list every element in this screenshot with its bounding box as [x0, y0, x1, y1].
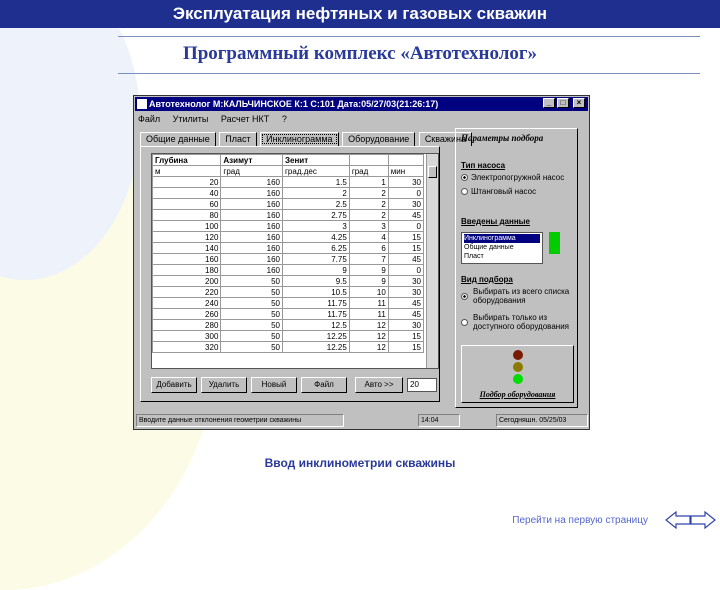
table-cell[interactable]: 300	[153, 331, 221, 342]
table-row[interactable]	[153, 287, 424, 298]
radio-label: Выбирать только из доступного оборудования	[473, 313, 570, 331]
table-cell[interactable]: 160	[221, 254, 283, 265]
table-cell[interactable]: 40	[153, 188, 221, 199]
menu-file[interactable]: Файл	[138, 114, 161, 124]
tab-general[interactable]: Общие данные	[140, 132, 216, 146]
radio-available-equipment[interactable]	[461, 313, 577, 331]
unit-cell: мин	[388, 166, 423, 177]
table-row[interactable]	[153, 254, 424, 265]
slide-header: Эксплуатация нефтяных и газовых скважин	[0, 0, 720, 28]
close-icon[interactable]: ×	[573, 98, 585, 108]
table-cell[interactable]: 30	[388, 177, 423, 188]
select-button-label: Подбор оборудования	[479, 390, 556, 399]
table-row[interactable]	[153, 309, 424, 320]
table-cell[interactable]: 50	[221, 276, 283, 287]
table-cell[interactable]: 20	[153, 177, 221, 188]
header-cell: Азимут	[221, 155, 283, 166]
delete-button[interactable]: Удалить	[201, 377, 247, 393]
window-title-text: Автотехнолог М:КАЛЬЧИНСКОЕ К:1 С:101 Дата:05/27/03(21:26:17)	[149, 99, 439, 109]
table-cell[interactable]: 15	[388, 342, 423, 353]
params-title: Параметры подбора	[461, 133, 544, 143]
table-cell[interactable]: 120	[153, 232, 221, 243]
header-cell: Глубина	[153, 155, 221, 166]
table-cell[interactable]: 45	[388, 298, 423, 309]
table-cell[interactable]: 45	[388, 254, 423, 265]
table-cell[interactable]: 6.25	[283, 243, 350, 254]
add-button[interactable]: Добавить	[151, 377, 197, 393]
table-cell[interactable]: 50	[221, 331, 283, 342]
status-date: Сегодняшн. 05/25/03	[496, 414, 588, 427]
table-cell[interactable]: 320	[153, 342, 221, 353]
tab-bar	[140, 132, 473, 146]
app-icon	[137, 99, 147, 109]
data-entered-list[interactable]	[461, 232, 543, 264]
radio-on-icon	[461, 174, 468, 181]
table-cell[interactable]: 10	[349, 287, 388, 298]
data-entered-label: Введены данные	[461, 217, 530, 226]
table-cell[interactable]: 180	[153, 265, 221, 276]
inclinometry-table	[152, 154, 424, 353]
slide-title: Программный комплекс «Автотехнолог»	[182, 43, 538, 64]
traffic-light-yellow-icon	[513, 362, 523, 372]
table-cell[interactable]: 30	[388, 276, 423, 287]
header-cell: Зенит	[283, 155, 350, 166]
table-cell[interactable]: 2.5	[283, 199, 350, 210]
menu-calc-nkt[interactable]: Расчет НКТ	[220, 114, 270, 124]
selection-type-label: Вид подбора	[461, 275, 513, 284]
table-cell[interactable]: 50	[221, 309, 283, 320]
table-cell[interactable]: 9	[349, 265, 388, 276]
table-cell[interactable]: 1.5	[283, 177, 350, 188]
table-cell[interactable]: 9	[349, 276, 388, 287]
table-cell[interactable]: 2	[283, 188, 350, 199]
table-units-row	[153, 166, 424, 177]
radio-off-icon	[461, 188, 468, 195]
table-cell[interactable]: 240	[153, 298, 221, 309]
app-window	[133, 95, 590, 430]
window-title	[135, 97, 588, 111]
radio-esp[interactable]	[461, 173, 564, 182]
table-cell[interactable]: 12.25	[283, 342, 350, 353]
table-cell[interactable]: 6	[349, 243, 388, 254]
tab-equipment[interactable]: Оборудование	[342, 132, 415, 146]
radio-label: Электропогружной насос	[471, 173, 565, 182]
params-panel	[455, 128, 578, 408]
table-cell[interactable]: 80	[153, 210, 221, 221]
table-cell[interactable]: 3	[283, 221, 350, 232]
table-cell[interactable]: 12.5	[283, 320, 350, 331]
divider	[118, 73, 700, 74]
traffic-light-green-icon	[513, 374, 523, 384]
new-button[interactable]: Новый	[251, 377, 297, 393]
unit-cell: м	[153, 166, 221, 177]
grid-scrollbar[interactable]	[426, 154, 438, 368]
scroll-thumb[interactable]	[428, 166, 437, 178]
table-cell[interactable]: 30	[388, 199, 423, 210]
table-cell[interactable]: 0	[388, 265, 423, 276]
table-row[interactable]	[153, 199, 424, 210]
table-row[interactable]	[153, 298, 424, 309]
radio-off-icon	[461, 319, 468, 326]
table-cell[interactable]: 160	[221, 210, 283, 221]
table-cell[interactable]: 100	[153, 221, 221, 232]
radio-all-equipment[interactable]	[461, 287, 577, 305]
table-cell[interactable]: 0	[388, 221, 423, 232]
table-row[interactable]	[153, 232, 424, 243]
table-cell[interactable]: 15	[388, 232, 423, 243]
menu-utils[interactable]: Утилиты	[172, 114, 209, 124]
status-indicator	[549, 232, 560, 254]
table-cell[interactable]: 160	[221, 188, 283, 199]
table-cell[interactable]: 12	[349, 320, 388, 331]
traffic-light-red-icon	[513, 350, 523, 360]
table-cell[interactable]: 12	[349, 342, 388, 353]
table-row[interactable]	[153, 265, 424, 276]
table-cell[interactable]: 220	[153, 287, 221, 298]
table-cell[interactable]: 200	[153, 276, 221, 287]
table-cell[interactable]: 2	[349, 188, 388, 199]
table-cell[interactable]: 60	[153, 199, 221, 210]
table-cell[interactable]: 4	[349, 232, 388, 243]
table-cell[interactable]: 2.75	[283, 210, 350, 221]
inclinometry-grid[interactable]	[151, 153, 439, 369]
first-page-link[interactable]: Перейти на первую страницу	[512, 515, 648, 526]
slide-caption: Ввод инклинометрии скважины	[264, 456, 456, 470]
table-row[interactable]	[153, 331, 424, 342]
table-cell[interactable]: 50	[221, 287, 283, 298]
tab-layer[interactable]: Пласт	[219, 132, 256, 146]
unit-cell: град	[221, 166, 283, 177]
table-row[interactable]	[153, 210, 424, 221]
table-cell[interactable]: 50	[221, 342, 283, 353]
unit-cell: град	[349, 166, 388, 177]
table-cell[interactable]: 10.5	[283, 287, 350, 298]
table-cell[interactable]: 50	[221, 320, 283, 331]
unit-cell: град.дес	[283, 166, 350, 177]
table-cell[interactable]: 11	[349, 309, 388, 320]
table-cell[interactable]: 7.75	[283, 254, 350, 265]
prev-arrow-icon[interactable]	[665, 511, 691, 529]
status-time: 14:04	[418, 414, 460, 427]
table-cell[interactable]: 4.25	[283, 232, 350, 243]
inclinogram-panel	[140, 146, 440, 402]
pump-type-label: Тип насоса	[461, 161, 506, 170]
table-row[interactable]	[153, 276, 424, 287]
tab-well[interactable]: Скважина	[419, 132, 472, 146]
list-item[interactable]: Инклинограмма	[464, 234, 540, 243]
table-row[interactable]	[153, 320, 424, 331]
auto-button[interactable]: Авто >>	[355, 377, 403, 393]
auto-step-input[interactable]: 20	[407, 378, 437, 392]
table-cell[interactable]: 160	[153, 254, 221, 265]
menu-bar	[138, 113, 297, 125]
table-cell[interactable]: 12.25	[283, 331, 350, 342]
table-cell[interactable]: 2	[349, 199, 388, 210]
radio-label: Штанговый насос	[471, 187, 537, 196]
table-cell[interactable]: 1	[349, 177, 388, 188]
radio-on-icon	[461, 293, 468, 300]
table-cell[interactable]: 50	[221, 298, 283, 309]
table-cell[interactable]: 280	[153, 320, 221, 331]
radio-rod-pump[interactable]	[461, 187, 536, 196]
table-cell[interactable]: 12	[349, 331, 388, 342]
table-cell[interactable]: 11	[349, 298, 388, 309]
table-cell[interactable]: 9.5	[283, 276, 350, 287]
table-cell[interactable]: 15	[388, 331, 423, 342]
table-row[interactable]	[153, 221, 424, 232]
table-cell[interactable]: 0	[388, 188, 423, 199]
table-header-row	[153, 155, 424, 166]
list-item[interactable]: Общие данные	[464, 244, 514, 251]
minimize-icon[interactable]: _	[543, 98, 555, 108]
table-cell[interactable]: 45	[388, 210, 423, 221]
table-cell[interactable]: 160	[221, 232, 283, 243]
table-cell[interactable]: 30	[388, 287, 423, 298]
radio-label: Выбирать из всего списка оборудования	[473, 287, 570, 305]
table-cell[interactable]: 15	[388, 243, 423, 254]
table-cell[interactable]: 160	[221, 177, 283, 188]
table-cell[interactable]: 160	[221, 243, 283, 254]
table-row[interactable]	[153, 177, 424, 188]
divider	[118, 36, 700, 37]
table-cell[interactable]: 11.75	[283, 309, 350, 320]
table-cell[interactable]: 3	[349, 221, 388, 232]
next-arrow-icon[interactable]	[690, 511, 716, 529]
table-cell[interactable]: 160	[221, 221, 283, 232]
table-cell[interactable]: 11.75	[283, 298, 350, 309]
table-cell[interactable]: 140	[153, 243, 221, 254]
header-cell	[349, 155, 388, 166]
maximize-icon[interactable]: □	[557, 98, 569, 108]
table-cell[interactable]: 30	[388, 320, 423, 331]
select-equipment-button[interactable]	[461, 345, 574, 403]
file-button[interactable]: Файл	[301, 377, 347, 393]
tab-inclinogram[interactable]: Инклинограмма	[260, 132, 338, 146]
list-item[interactable]: Пласт	[464, 253, 484, 260]
table-cell[interactable]: 9	[283, 265, 350, 276]
menu-help[interactable]: ?	[281, 114, 287, 124]
table-cell[interactable]: 45	[388, 309, 423, 320]
table-cell[interactable]: 7	[349, 254, 388, 265]
table-row[interactable]	[153, 243, 424, 254]
header-cell	[388, 155, 423, 166]
status-message: Вводите данные отклонения геометрии скважины	[136, 414, 344, 427]
table-cell[interactable]: 160	[221, 265, 283, 276]
table-cell[interactable]: 2	[349, 210, 388, 221]
table-cell[interactable]: 160	[221, 199, 283, 210]
table-cell[interactable]: 260	[153, 309, 221, 320]
table-row[interactable]	[153, 342, 424, 353]
status-bar	[136, 414, 588, 428]
table-row[interactable]	[153, 188, 424, 199]
